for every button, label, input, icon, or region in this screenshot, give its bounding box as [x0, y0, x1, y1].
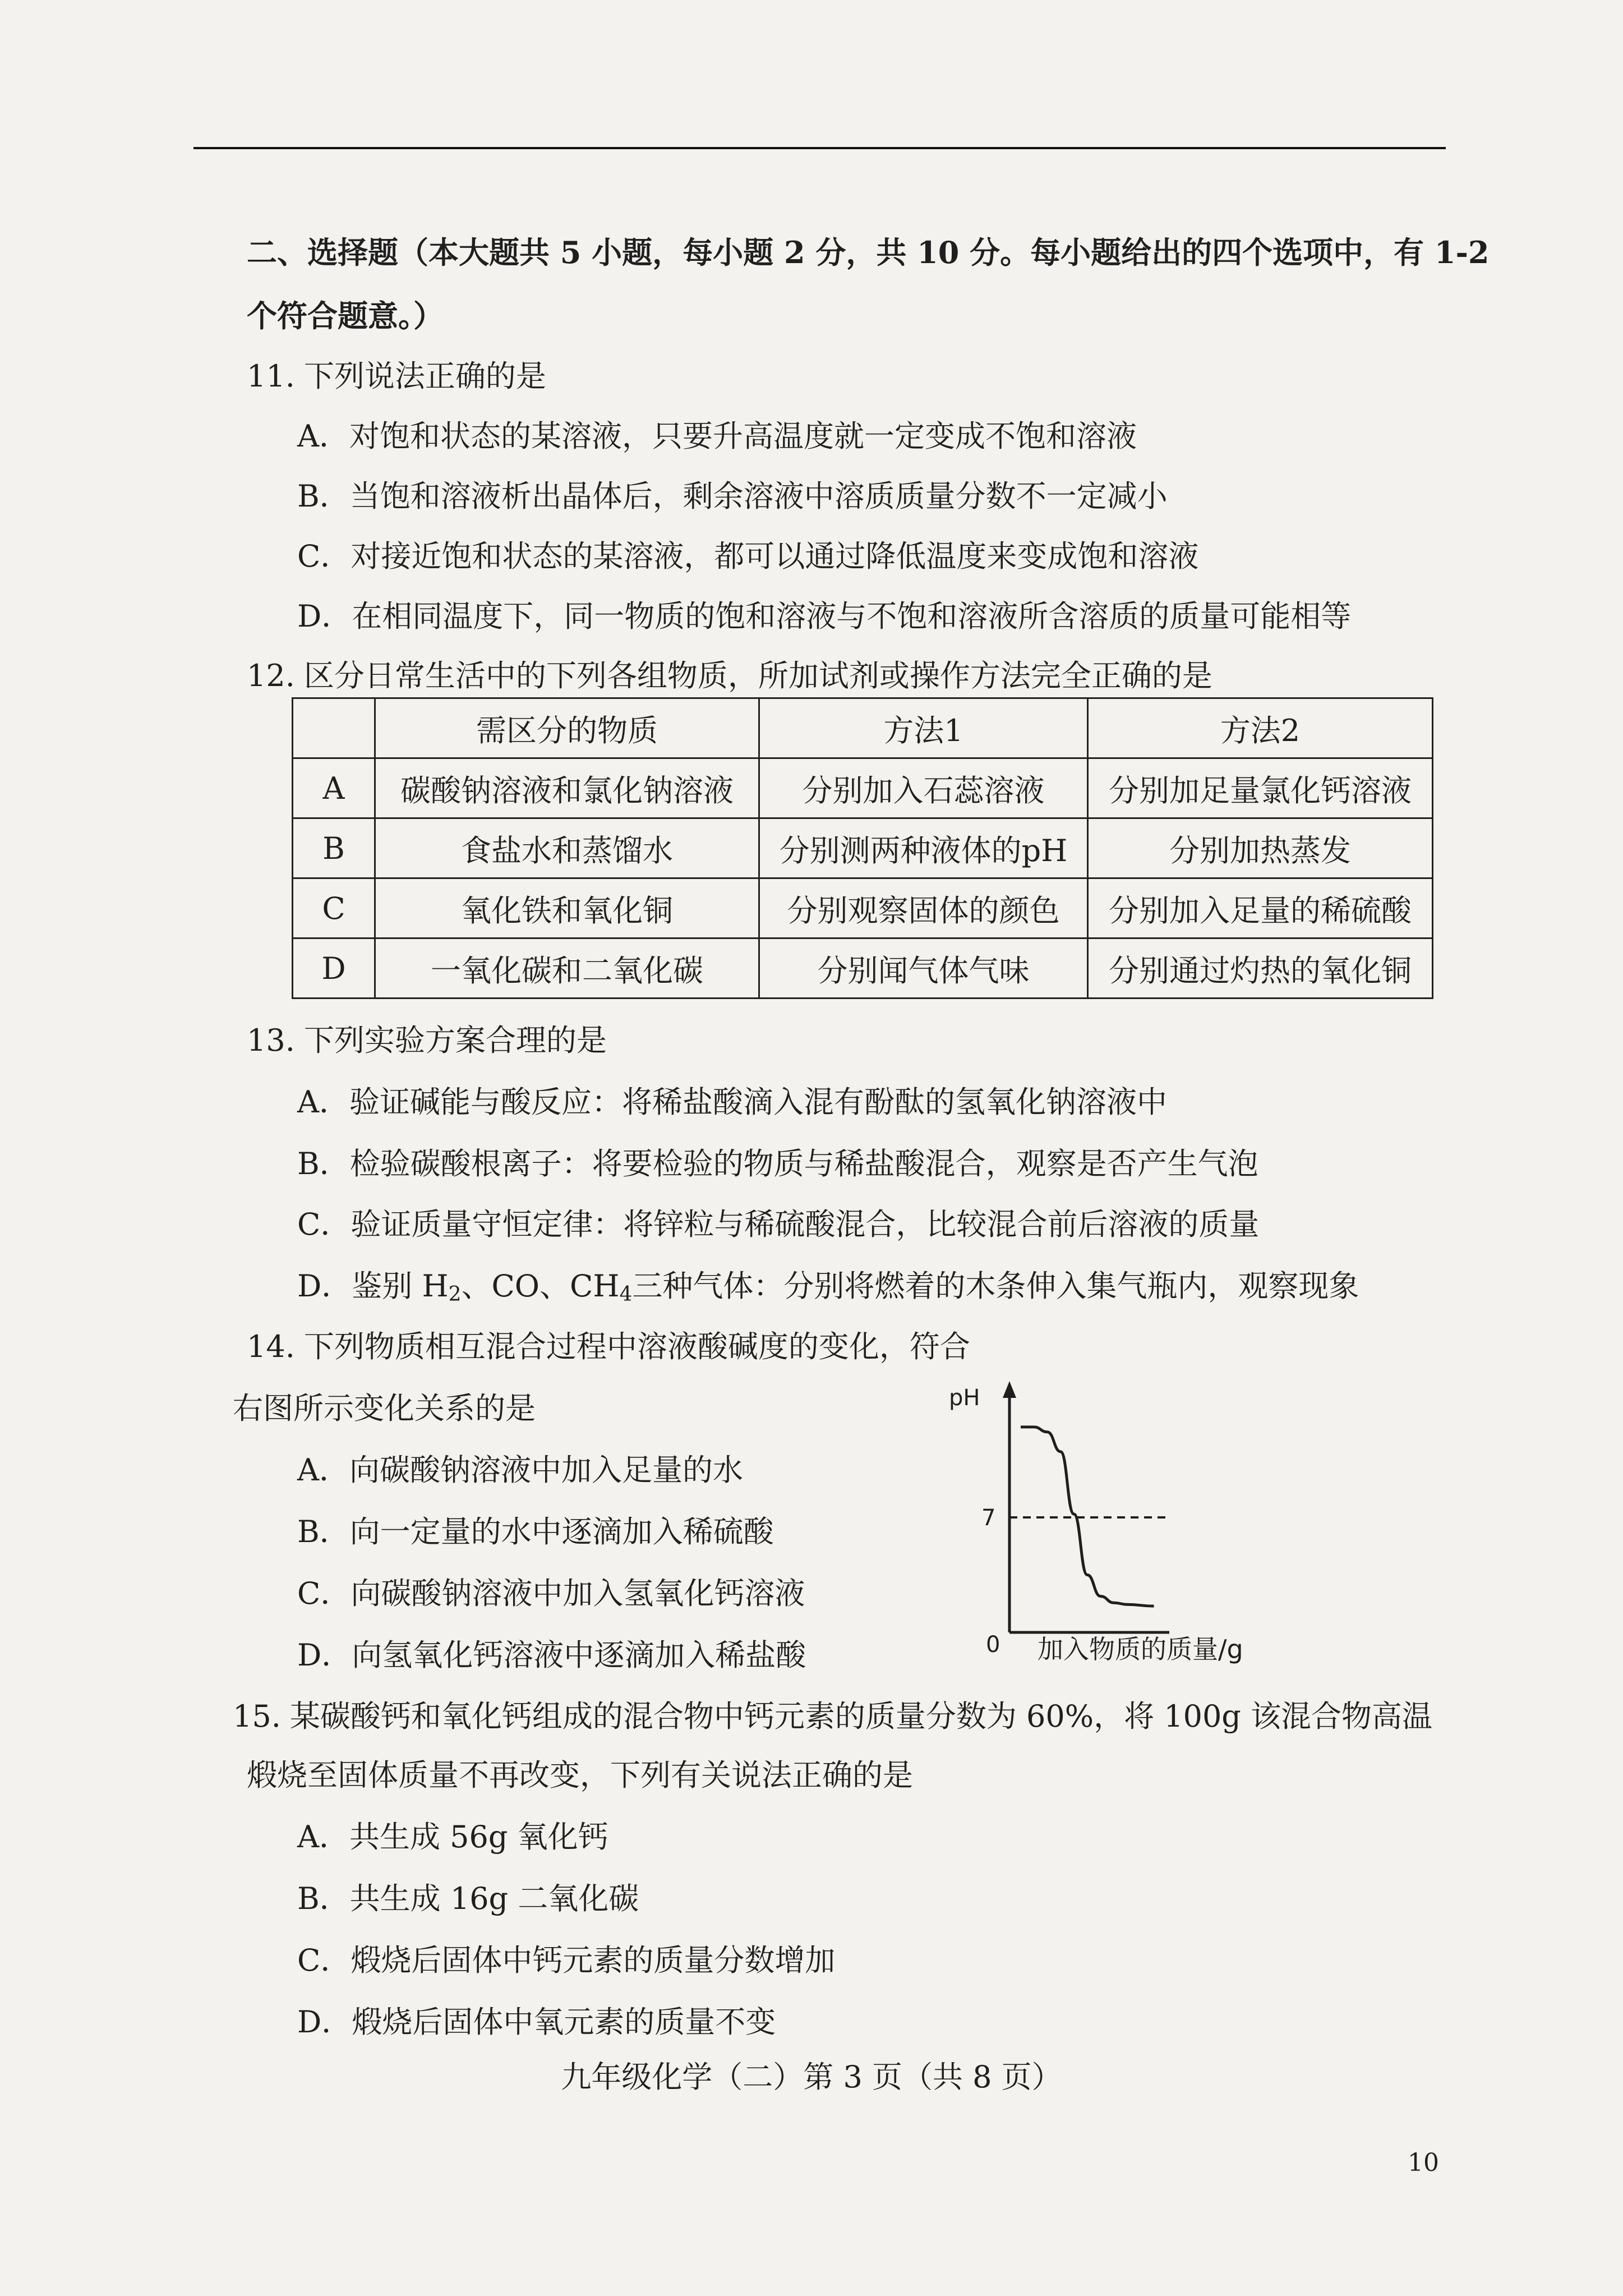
q15-option-a: A．共生成 56g 氧化钙 — [297, 1819, 608, 1855]
q13-option-a: A．验证碱能与酸反应：将稀盐酸滴入混有酚酞的氢氧化钠溶液中 — [297, 1084, 1167, 1120]
table-cell: 分别加足量氯化钙溶液 — [1088, 758, 1433, 818]
table-cell: 分别闻气体气味 — [759, 938, 1088, 999]
chart-reference-label: 7 — [981, 1505, 996, 1531]
section-title: 二、选择题（本大题共 5 小题，每小题 2 分，共 10 分。每小题给出的四个选项中，有 1-2 — [247, 234, 1490, 270]
table-cell: 分别加入石蕊溶液 — [759, 758, 1088, 818]
chart-xlabel: 加入物质的质量/g — [1038, 1634, 1243, 1664]
chart-ylabel: pH — [949, 1385, 980, 1411]
table-header-cell: 方法2 — [1088, 698, 1433, 758]
section-title-cont: 个符合题意。） — [247, 298, 444, 334]
question-stem: 下列物质相互混合过程中溶液酸碱度的变化，符合 — [303, 1329, 970, 1364]
table-cell: B — [293, 818, 375, 878]
q15-option-b: B．共生成 16g 二氧化碳 — [297, 1881, 639, 1916]
table-cell: 一氧化碳和二氧化碳 — [375, 938, 759, 999]
subscript: 2 — [448, 1283, 462, 1306]
table-cell: 分别加热蒸发 — [1088, 818, 1433, 878]
q13-option-c: C．验证质量守恒定律：将锌粒与稀硫酸混合，比较混合前后溶液的质量 — [297, 1207, 1260, 1242]
header-rule — [193, 147, 1446, 149]
page-footer: 九年级化学（二）第 3 页（共 8 页） — [561, 2059, 1062, 2095]
q13-option-b: B．检验碳酸根离子：将要检验的物质与稀盐酸混合，观察是否产生气泡 — [297, 1146, 1258, 1181]
question-number: 14. — [247, 1329, 295, 1364]
question-14-stem-cont: 右图所示变化关系的是 — [233, 1391, 536, 1426]
table-header-cell: 需区分的物质 — [375, 698, 759, 758]
question-13 — [247, 1021, 607, 1060]
table-cell: A — [293, 758, 375, 818]
table-cell: 食盐水和蒸馏水 — [375, 818, 759, 878]
q14-option-d: D．向氢氧化钙溶液中逐滴加入稀盐酸 — [297, 1637, 806, 1673]
option-text: D．鉴别 H — [297, 1268, 449, 1304]
table-row — [293, 938, 1433, 999]
chart-y-axis-arrow — [1003, 1381, 1016, 1398]
option-text: 三种气体：分别将燃着的木条伸入集气瓶内，观察现象 — [632, 1268, 1359, 1304]
chart-origin-label: 0 — [986, 1632, 1000, 1655]
table-header-cell — [293, 698, 375, 758]
q14-option-c: C．向碳酸钠溶液中加入氢氧化钙溶液 — [297, 1576, 805, 1611]
table-row — [293, 878, 1433, 938]
q11-option-b: B．当饱和溶液析出晶体后，剩余溶液中溶质质量分数不一定减小 — [297, 478, 1168, 514]
q13-option-d — [297, 1267, 1359, 1314]
subscript: 4 — [619, 1283, 633, 1306]
question-15-stem-cont: 煅烧至固体质量不再改变，下列有关说法正确的是 — [247, 1757, 913, 1793]
table-cell: 分别观察固体的颜色 — [759, 878, 1088, 938]
table-cell: D — [293, 938, 375, 999]
q11-option-d: D．在相同温度下，同一物质的饱和溶液与不饱和溶液所含溶质的质量可能相等 — [297, 599, 1352, 634]
q14-option-b: B．向一定量的水中逐滴加入稀硫酸 — [297, 1514, 774, 1549]
q14-option-a: A．向碳酸钠溶液中加入足量的水 — [297, 1452, 743, 1488]
question-number: 11. — [247, 358, 295, 394]
question-stem: 下列实验方案合理的是 — [303, 1023, 607, 1058]
table-cell: 分别加入足量的稀硫酸 — [1088, 878, 1433, 938]
question-number: 15. — [233, 1699, 281, 1734]
question-number: 12. — [247, 658, 295, 693]
option-text: 、CO、CH — [461, 1268, 620, 1304]
question-12 — [247, 656, 1212, 696]
table-row — [293, 758, 1433, 818]
table-row — [293, 818, 1433, 878]
table-cell: 碳酸钠溶液和氯化钠溶液 — [375, 758, 759, 818]
q15-option-c: C．煅烧后固体中钙元素的质量分数增加 — [297, 1943, 836, 1978]
question-15 — [233, 1697, 1432, 1736]
question-stem: 区分日常生活中的下列各组物质，所加试剂或操作方法完全正确的是 — [303, 658, 1212, 693]
q11-option-a: A．对饱和状态的某溶液，只要升高温度就一定变成不饱和溶液 — [297, 418, 1137, 454]
ph-chart — [948, 1369, 1228, 1655]
table-cell: 氧化铁和氧化铜 — [375, 878, 759, 938]
page-number: 10 — [1408, 2148, 1439, 2177]
q11-option-c: C．对接近饱和状态的某溶液，都可以通过降低温度来变成饱和溶液 — [297, 539, 1199, 574]
question-11 — [247, 357, 546, 396]
table-header-cell: 方法1 — [759, 698, 1088, 758]
question-stem: 下列说法正确的是 — [303, 358, 546, 394]
q15-option-d: D．煅烧后固体中氧元素的质量不变 — [297, 2004, 776, 2040]
table-cell: C — [293, 878, 375, 938]
question-stem: 某碳酸钙和氧化钙组成的混合物中钙元素的质量分数为 60%，将 100g 该混合物高温 — [289, 1699, 1433, 1734]
question-14 — [247, 1327, 970, 1366]
table-header-row — [293, 698, 1433, 758]
comparison-table — [292, 697, 1433, 999]
question-number: 13. — [247, 1023, 295, 1058]
table-cell: 分别测两种液体的pH — [759, 818, 1088, 878]
table-cell: 分别通过灼热的氧化铜 — [1088, 938, 1433, 999]
